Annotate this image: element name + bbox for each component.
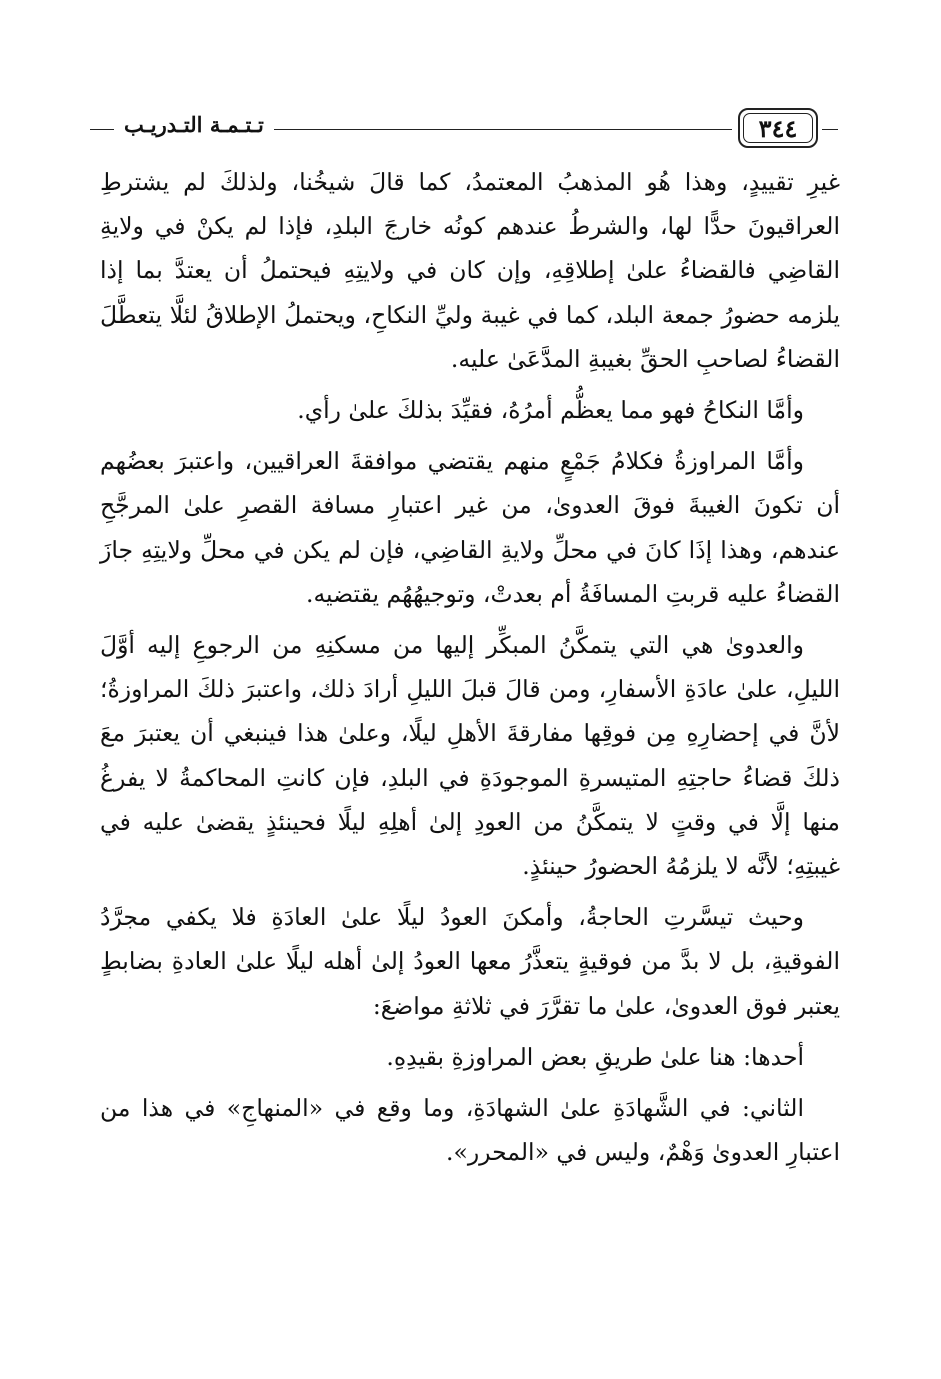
- page-number: ٣٤٤: [738, 108, 818, 148]
- paragraph: والعدوىٰ هي التي يتمكَّنُ المبكِّر إليها من مسكنِهِ من الرجوعِ إليه أوَّلَ الليلِ، علىٰ عادَةِ الأسفارِ، ومن قالَ قبلَ الليلِ أرادَ ذلك، واعتبرَ ذلكَ المراوزةُ؛ لأنَّ في إحضارِهِ مِن فوقِها مفارقةَ الأهلِ ليلًا، وعلىٰ هذا فينبغي أن يعتبرَ معَ ذلكَ قضاءُ حاجتِهِ المتيسرةِ الموجودَةِ في البلدِ، فإن كانتِ المحاكمةُ لا يفرغُ منها إلَّا في وقتٍ لا يتمكَّنُ من العودِ إلىٰ أهلِهِ ليلًا فحينئذٍ يقضىٰ عليه في غيبتِهِ؛ لأنَّه لا يلزمُهُ الحضورُ حينئذٍ.: [100, 631, 840, 881]
- page-body: [100, 160, 840, 1181]
- header-rule-left: [90, 129, 114, 130]
- page-header: [90, 108, 838, 152]
- paragraph: غيرِ تقييدٍ، وهذا هُو المذهبُ المعتمدُ، كما قالَ شيخُنا، ولذلكَ لم يشترطِ العراقيونَ حدًّا لها، والشرطُ عندهم كونُه خارجَ البلدِ، فإذا لم يكنْ في ولايةِ القاضِي فالقضاءُ علىٰ إطلاقِهِ، وإن كان في ولايتِهِ فيحتملُ أن يعتدَّ بما إذا يلزمه حضورُ جمعة البلد، كما في غيبة وليِّ النكاحِ، ويحتملُ الإطلاقُ لئلَّا يتعطَّلَ القضاءُ لصاحبِ الحقِّ بغيبةِ المدَّعَىٰ عليه.: [100, 168, 840, 373]
- paragraph: أحدها: هنا علىٰ طريقِ بعض المراوزةِ بقيدِهِ.: [386, 1042, 804, 1071]
- header-rule-middle: [274, 129, 732, 130]
- paragraph: الثاني: في الشَّهادَةِ علىٰ الشهادَةِ، وما وقع في «المنهاجِ» في هذا من اعتبارِ العدوىٰ وَهْمٌ، وليس في «المحرر».: [100, 1094, 840, 1167]
- paragraph: وأمَّا النكاحُ فهو مما يعظُّم أمرُهُ، فقيِّدَ بذلكَ علىٰ رأي.: [297, 396, 804, 425]
- header-rule-right: [822, 129, 838, 130]
- paragraph: وحيث تيسَّرتِ الحاجةُ، وأمكنَ العودُ ليلًا علىٰ العادَةِ فلا يكفي مجرَّدُ الفوقيةِ، بل لا بدَّ من فوقيةٍ يتعذَّرُ معها العودُ إلىٰ أهله ليلًا علىٰ العادةِ بضابطٍ يعتبر فوق العدوىٰ، علىٰ ما تقرَّرَ في ثلاثةِ مواضعَ:: [100, 903, 840, 1020]
- running-title: تـتـمـة التـدريـب: [124, 112, 264, 137]
- paragraph: وأمَّا المراوزةُ فكلامُ جَمْعٍ منهم يقتضي موافقةَ العراقيين، واعتبرَ بعضُهم أن تكونَ الغيبةَ فوقَ العدوىٰ، من غير اعتبارِ مسافة القصرِ علىٰ المرجَّحِ عندهم، وهذا إذَا كانَ في محلِّ ولايةِ القاضِي، فإن لم يكن في محلِّ ولايتِهِ جازَ القضاءُ عليه قربتِ المسافَةُ أم بعدتْ، وتوجيهُهُم يقتضيه.: [100, 447, 840, 608]
